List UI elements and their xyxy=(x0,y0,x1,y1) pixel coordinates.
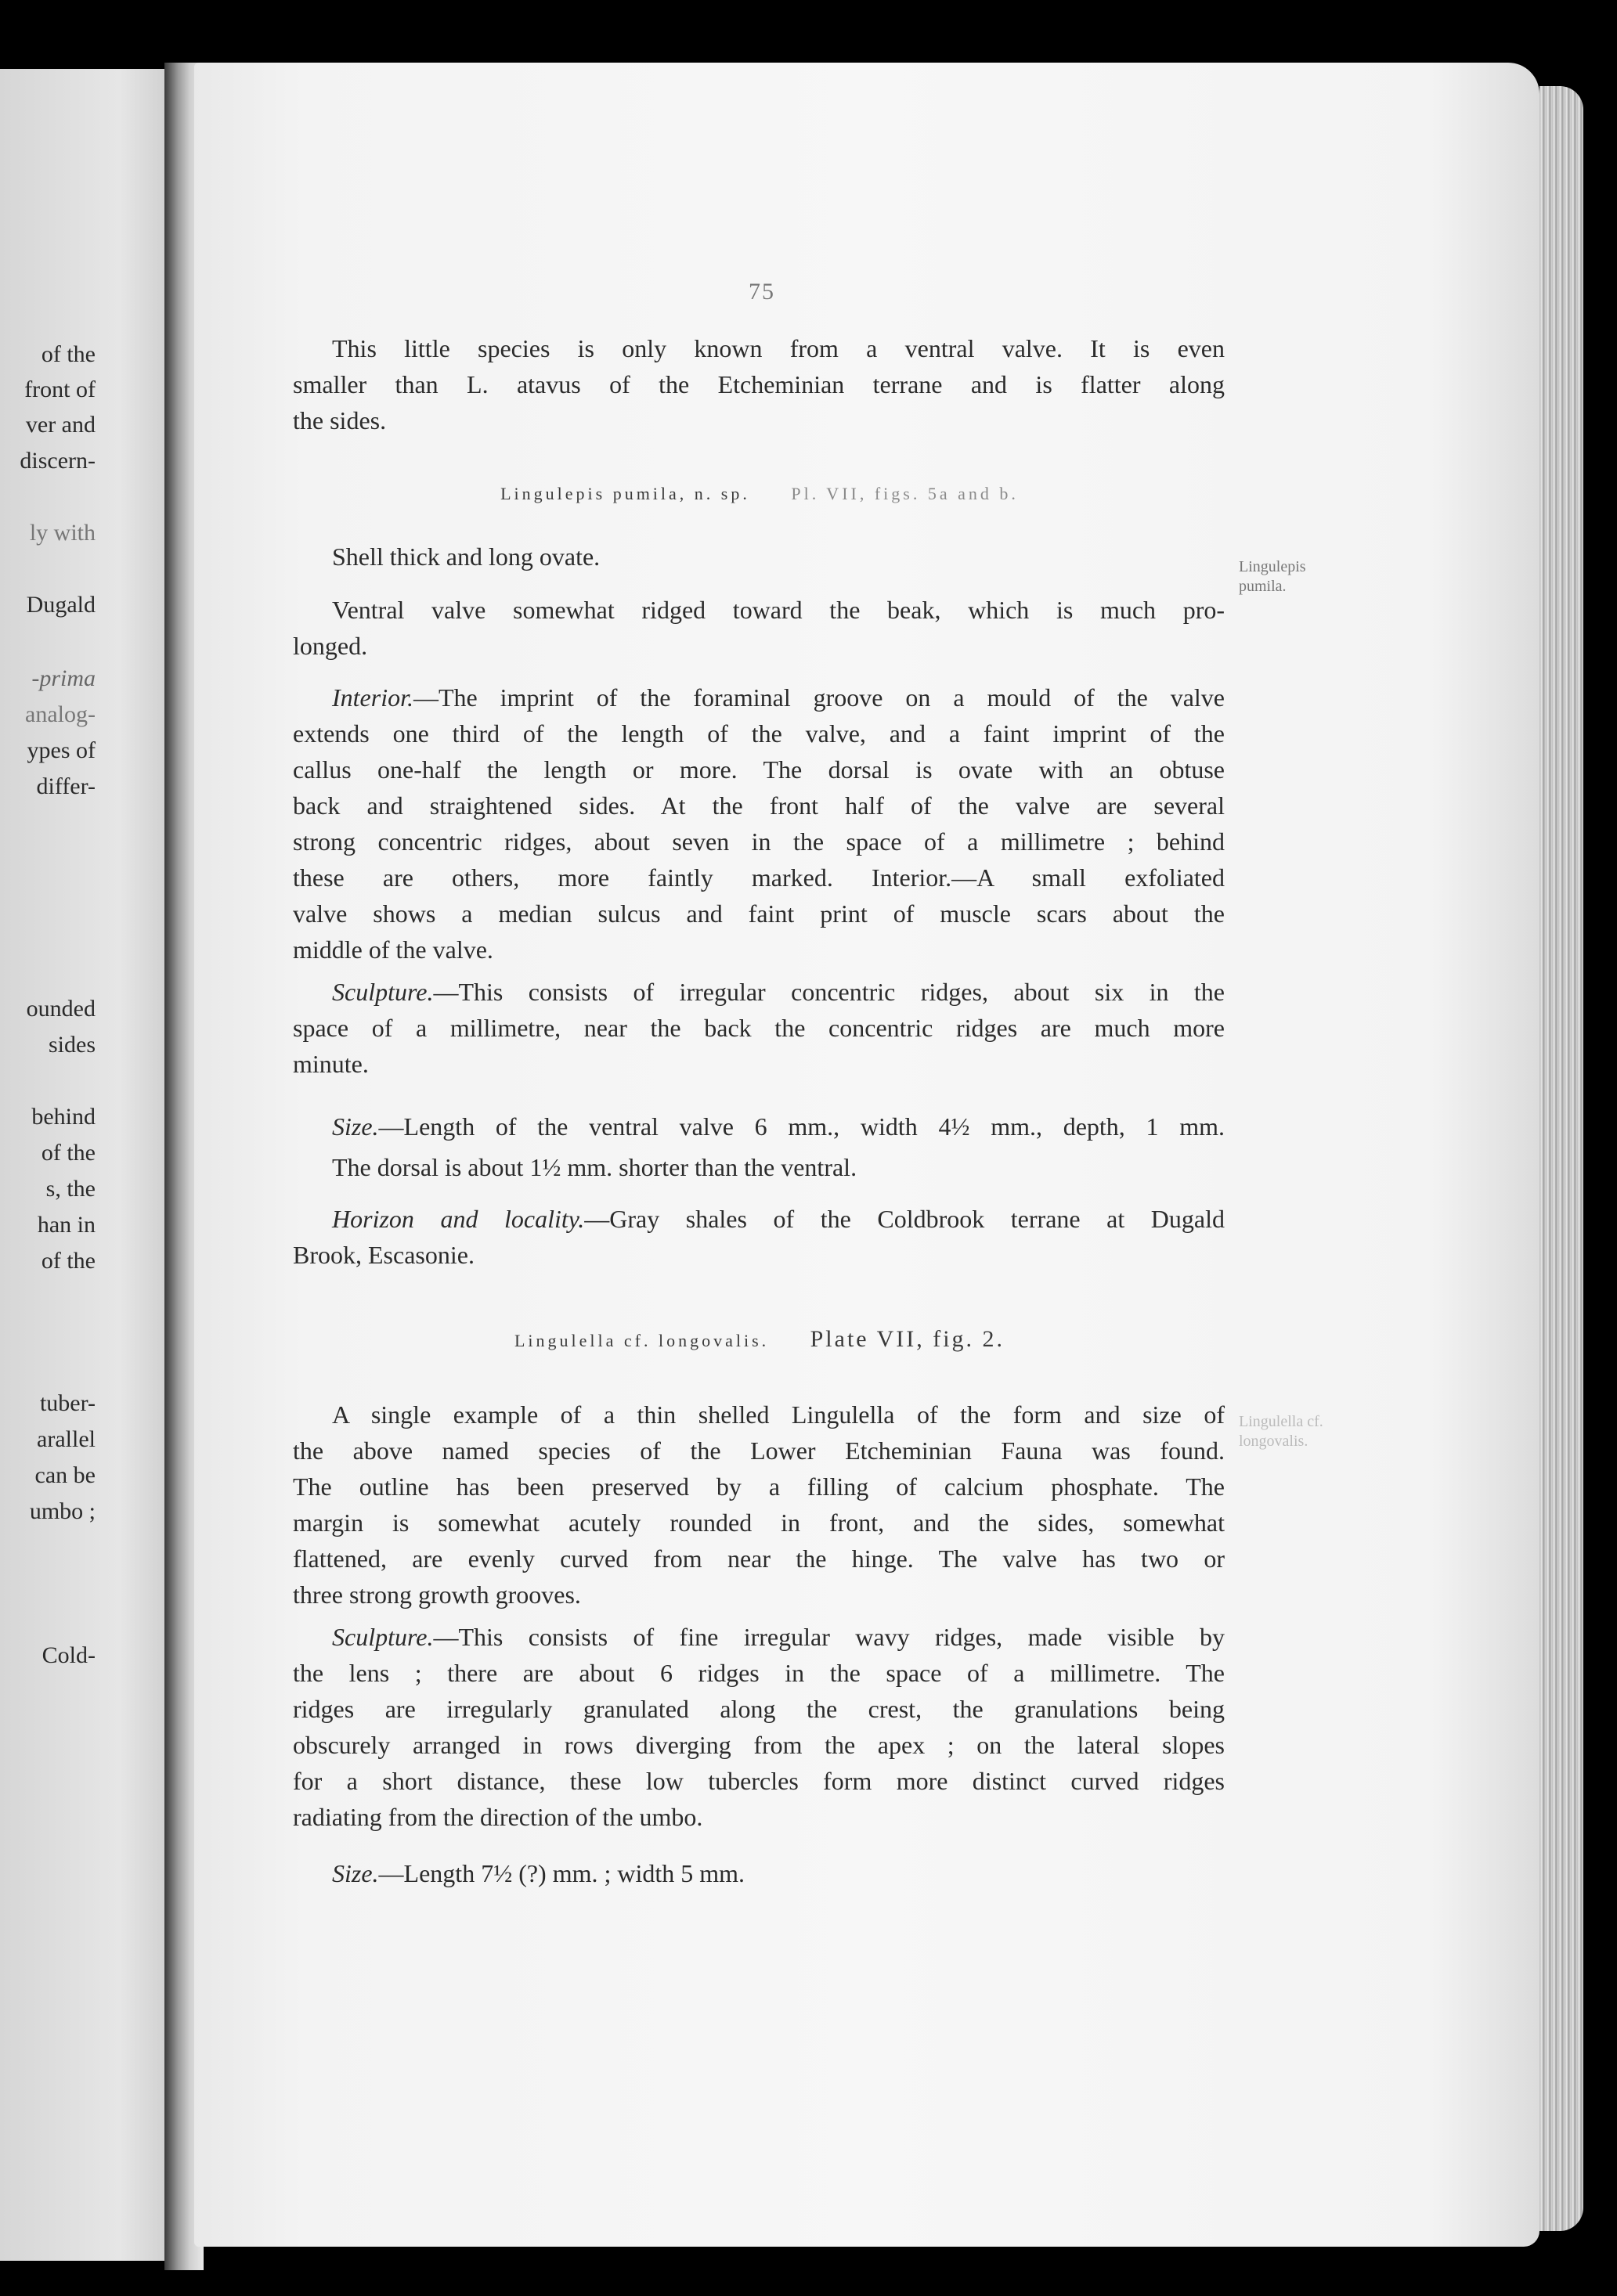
sculpture-line: obscurely arranged in rows diverging from the apex ; on the lateral slopes xyxy=(293,1731,1225,1759)
horizon-label: Horizon and locality. xyxy=(332,1205,585,1233)
intro-line: This little species is only known from a ventral valve. It is even xyxy=(332,334,1225,362)
body-line: the above named species of the Lower Etcheminian Fauna was found. xyxy=(293,1436,1225,1465)
body-line: The outline has been preserved by a filling of calcium phosphate. The xyxy=(293,1472,1225,1501)
left-fragment: front of xyxy=(24,377,96,402)
left-fragment: tuber- xyxy=(39,1390,96,1416)
plate-reference: Pl. VII, figs. 5a and b. xyxy=(791,484,1019,503)
left-fragment: can be xyxy=(34,1462,96,1488)
interior-line: these are others, more faintly marked. Interior.—A small exfoliated xyxy=(293,863,1225,892)
size-line: Size.—Length 7½ (?) mm. ; width 5 mm. xyxy=(332,1859,745,1887)
margin-note-line: pumila. xyxy=(1239,578,1287,595)
margin-note-line: Lingulepis xyxy=(1239,558,1306,575)
sculpture-line: ridges are irregularly granulated along the crest, the granulations being xyxy=(293,1695,1225,1723)
species-heading-lingulella xyxy=(290,1326,1229,1353)
body-line: A single example of a thin shelled Lingulella of the form and size of xyxy=(332,1400,1225,1429)
margin-note-line: longovalis. xyxy=(1239,1433,1308,1450)
horizon-line: Horizon and locality.—Gray shales of the Coldbrook terrane at Dugald xyxy=(332,1205,1225,1233)
sculpture-label: Sculpture. xyxy=(332,978,434,1006)
left-fragment: behind xyxy=(31,1104,96,1130)
species-name: Lingulepis pumila, n. sp. xyxy=(500,484,750,503)
sculpture-line: the lens ; there are about 6 ridges in the space of a millimetre. The xyxy=(293,1659,1225,1687)
left-fragment: umbo ; xyxy=(29,1498,96,1524)
body-line: flattened, are evenly curved from near the hinge. The valve has two or xyxy=(293,1544,1225,1573)
left-fragment: han in xyxy=(37,1212,96,1238)
shell-line: Shell thick and long ovate. xyxy=(332,542,601,571)
interior-line: extends one third of the length of the valve, and a faint imprint of the xyxy=(293,719,1225,748)
size-line: Size.—Length of the ventral valve 6 mm., width 4½ mm., depth, 1 mm. xyxy=(332,1112,1225,1141)
body-line: margin is somewhat acutely rounded in front, and the sides, somewhat xyxy=(293,1508,1225,1537)
interior-line: middle of the valve. xyxy=(293,935,493,964)
ventral-line: Ventral valve somewhat ridged toward the beak, which is much pro- xyxy=(332,596,1225,624)
size-label: Size. xyxy=(332,1112,379,1141)
interior-line: strong concentric ridges, about seven in the space of a millimetre ; behind xyxy=(293,827,1225,856)
sculpture-line: radiating from the direction of the umbo. xyxy=(293,1803,703,1831)
left-fragment: sides xyxy=(49,1032,96,1058)
left-fragment: ypes of xyxy=(27,737,96,763)
left-fragment: s, the xyxy=(45,1176,96,1202)
left-fragment: ly with xyxy=(29,520,96,546)
body-line: three strong growth grooves. xyxy=(293,1581,581,1609)
species-heading-lingulepis xyxy=(290,479,1229,506)
left-fragment: ver and xyxy=(25,412,96,438)
intro-line: smaller than L. atavus of the Etcheminian terrane and is flatter along xyxy=(293,370,1225,398)
intro-line: the sides. xyxy=(293,406,387,434)
size-label: Size. xyxy=(332,1859,379,1887)
interior-line: Interior.—The imprint of the foraminal groove on a mould of the valve xyxy=(332,683,1225,712)
left-fragment: -prima xyxy=(31,665,96,691)
left-fragment: of the xyxy=(41,341,96,367)
left-facing-page xyxy=(0,69,171,2261)
page-edge-stack xyxy=(1539,86,1583,2231)
sculpture-line: Sculpture.—This consists of fine irregular wavy ridges, made visible by xyxy=(332,1623,1225,1651)
left-fragment: arallel xyxy=(37,1426,96,1452)
sculpture-label: Sculpture. xyxy=(332,1623,434,1651)
size-line: The dorsal is about 1½ mm. shorter than the ventral. xyxy=(332,1153,857,1181)
plate-reference: Plate VII, fig. 2. xyxy=(810,1326,1005,1352)
left-fragment: discern- xyxy=(20,448,96,474)
page-number: 75 xyxy=(749,279,775,305)
left-fragment: ounded xyxy=(26,996,96,1022)
sculpture-line: minute. xyxy=(293,1050,369,1078)
sculpture-line: space of a millimetre, near the back the concentric ridges are much more xyxy=(293,1014,1225,1042)
margin-note-line: Lingulella cf. xyxy=(1239,1413,1323,1430)
interior-line: back and straightened sides. At the front half of the valve are several xyxy=(293,791,1225,820)
interior-label: Interior. xyxy=(332,683,413,712)
left-fragment: Dugald xyxy=(26,592,96,618)
left-fragment: of the xyxy=(41,1140,96,1166)
sculpture-line: Sculpture.—This consists of irregular concentric ridges, about six in the xyxy=(332,978,1225,1006)
ventral-line: longed. xyxy=(293,632,368,660)
horizon-line: Brook, Escasonie. xyxy=(293,1241,475,1269)
species-name: Lingulella cf. longovalis. xyxy=(514,1331,770,1350)
left-fragment: of the xyxy=(41,1248,96,1274)
margin-note-lingulella xyxy=(1239,1412,1323,1451)
left-fragment: differ- xyxy=(36,773,96,799)
sculpture-line: for a short distance, these low tubercles form more distinct curved ridges xyxy=(293,1767,1225,1795)
left-fragment: analog- xyxy=(25,701,96,727)
interior-line: valve shows a median sulcus and faint print of muscle scars about the xyxy=(293,899,1225,928)
left-fragment: Cold- xyxy=(42,1642,96,1668)
interior-line: callus one-half the length or more. The dorsal is ovate with an obtuse xyxy=(293,755,1225,784)
